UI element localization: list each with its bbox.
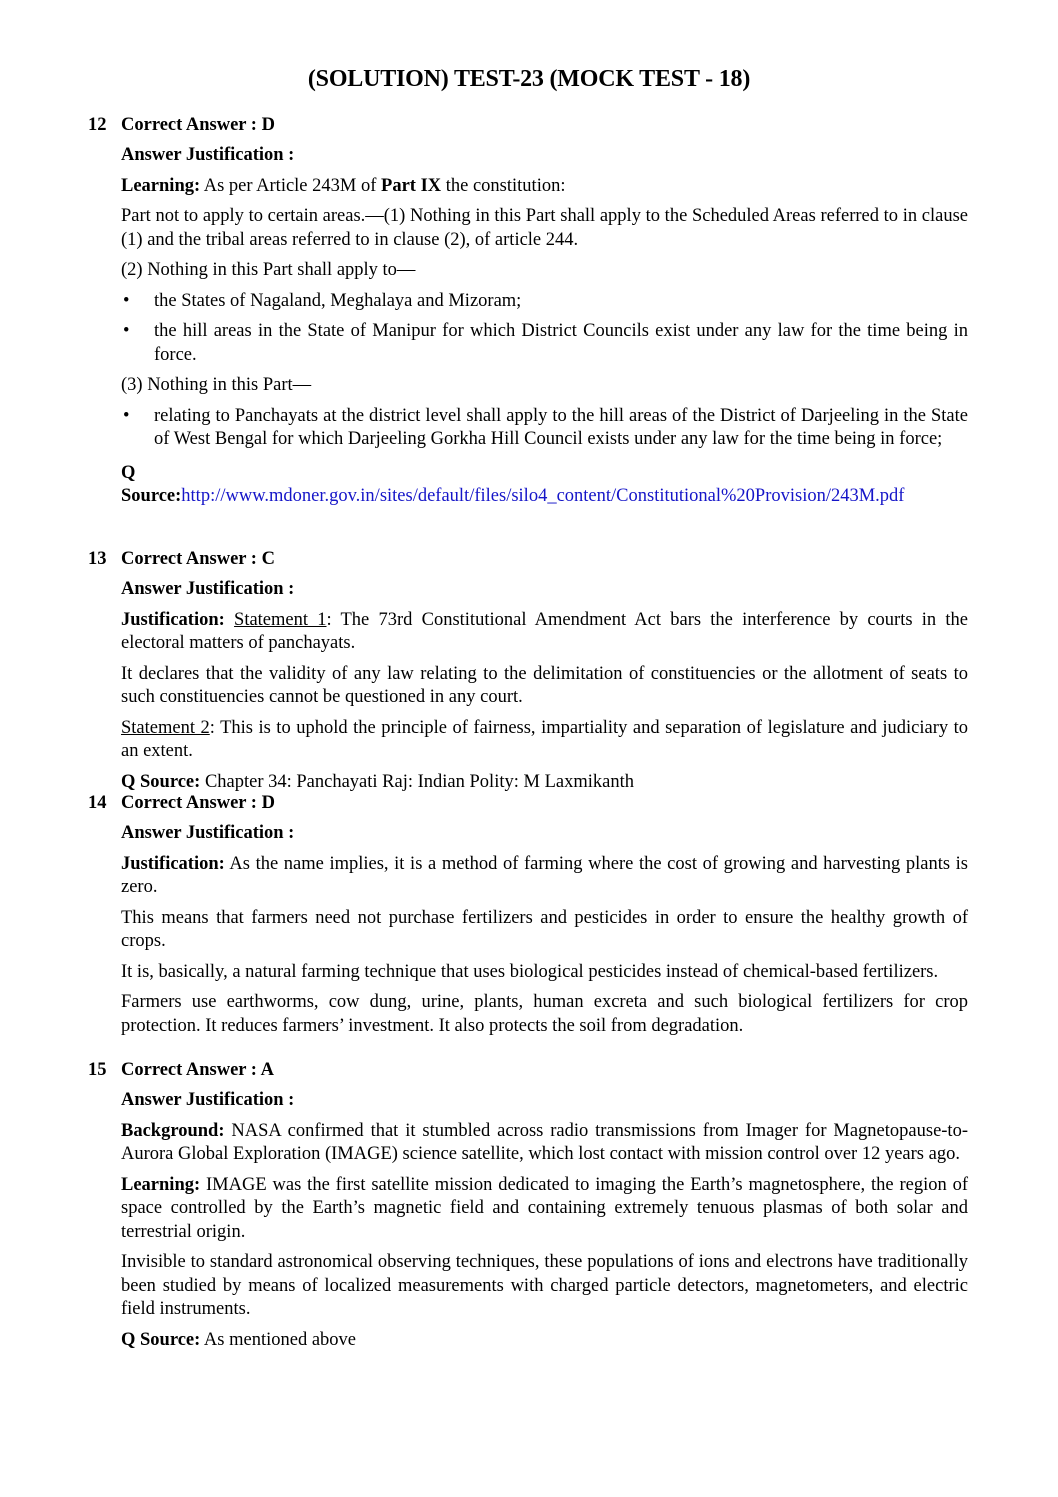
list-item: • relating to Panchayats at the district level shall apply to the hill areas of the District of Darjeeling in the State of West Bengal for which Darjeeling Gorkha Hill Council exists under any law for the time being in force;	[121, 405, 968, 452]
question-12	[88, 115, 968, 516]
bullet-list	[121, 405, 968, 452]
paragraph: It declares that the validity of any law relating to the delimitation of constituencies or the allotment of seats to such constituencies cannot be questioned in any court.	[121, 663, 968, 707]
answer-justification-label: Answer Justification :	[121, 145, 295, 165]
source-q-label: Q	[121, 462, 136, 483]
page-title: (SOLUTION) TEST-23 (MOCK TEST - 18)	[307, 66, 751, 92]
source-link[interactable]: http://www.mdoner.gov.in/sites/default/files/silo4_content/Constitutional%20Provision/243M.pdf	[181, 486, 905, 506]
justification-paragraph: Justification: Statement 1: The 73rd Constitutional Amendment Act bars the interference by courts in the electoral matters of panchayats.	[121, 609, 968, 653]
question-number: 13	[88, 549, 107, 569]
correct-answer-heading	[88, 1060, 968, 1081]
correct-answer: Correct Answer : A	[121, 1060, 274, 1080]
question-number: 14	[88, 793, 107, 813]
question-14	[88, 793, 968, 1045]
learning-paragraph: Learning: As per Article 243M of Part IX the constitution:	[121, 175, 566, 196]
paragraph: (2) Nothing in this Part shall apply to—	[121, 260, 416, 280]
paragraph: This means that farmers need not purchase fertilizers and pesticides in order to ensure the healthy growth of crops.	[121, 907, 968, 951]
question-15	[88, 1060, 968, 1359]
bullet-list	[121, 290, 968, 368]
answer-justification-label: Answer Justification :	[121, 1090, 295, 1110]
correct-answer-heading	[88, 549, 968, 570]
justification-paragraph: Justification: As the name implies, it is a method of farming where the cost of growing and harvesting plants is zero.	[121, 853, 968, 897]
paragraph: It is, basically, a natural farming technique that uses biological pesticides instead of chemical-based fertilizers.	[121, 961, 939, 982]
correct-answer-heading	[88, 793, 968, 814]
correct-answer-heading	[88, 115, 968, 136]
question-number: 12	[88, 115, 107, 135]
source-line: Q Source: As mentioned above	[121, 1329, 356, 1350]
answer-justification-label: Answer Justification :	[121, 823, 295, 843]
paragraph: Farmers use earthworms, cow dung, urine, plants, human excreta and such biological fertilizers for crop protection. It reduces farmers’ investment. It also protects the soil from degradation.	[121, 992, 968, 1036]
list-item: • the States of Nagaland, Meghalaya and Mizoram;	[121, 290, 968, 314]
paragraph: Part not to apply to certain areas.—(1) Nothing in this Part shall apply to the Scheduled Areas referred to in clause (1) and the tribal areas referred to in clause (2), of article 244.	[121, 206, 968, 250]
background-paragraph: Background: NASA confirmed that it stumbled across radio transmissions from Imager for Magnetopause-to-Aurora Global Exploration (IMAGE) science satellite, which lost contact with mission control over 12 years ago.	[121, 1120, 968, 1164]
source-line: Source:http://www.mdoner.gov.in/sites/default/files/silo4_content/Constitutional%20Provision/243M.pdf	[121, 486, 905, 506]
statement-2-paragraph: Statement 2: This is to uphold the principle of fairness, impartiality and separation of legislature and judiciary to an extent.	[121, 717, 968, 761]
paragraph: (3) Nothing in this Part—	[121, 375, 312, 395]
answer-justification-label: Answer Justification :	[121, 579, 295, 599]
paragraph: Invisible to standard astronomical observing techniques, these populations of ions and electrons have traditionally been studied by means of localized measurements with charged particle detectors, magnetometers, and electric field instruments.	[121, 1252, 968, 1319]
list-item: • the hill areas in the State of Manipur for which District Councils exist under any law for the time being in force.	[121, 320, 968, 367]
question-13	[88, 549, 968, 801]
learning-paragraph: Learning: IMAGE was the first satellite mission dedicated to imaging the Earth’s magnetosphere, the region of space controlled by the Earth’s magnetic field and containing extremely tenuous plasmas of both solar and terrestrial origin.	[121, 1174, 968, 1242]
question-number: 15	[88, 1060, 107, 1080]
correct-answer: Correct Answer : D	[121, 115, 275, 135]
source-line: Q Source: Chapter 34: Panchayati Raj: Indian Polity: M Laxmikanth	[121, 771, 634, 792]
correct-answer: Correct Answer : D	[121, 793, 275, 813]
correct-answer: Correct Answer : C	[121, 549, 275, 569]
